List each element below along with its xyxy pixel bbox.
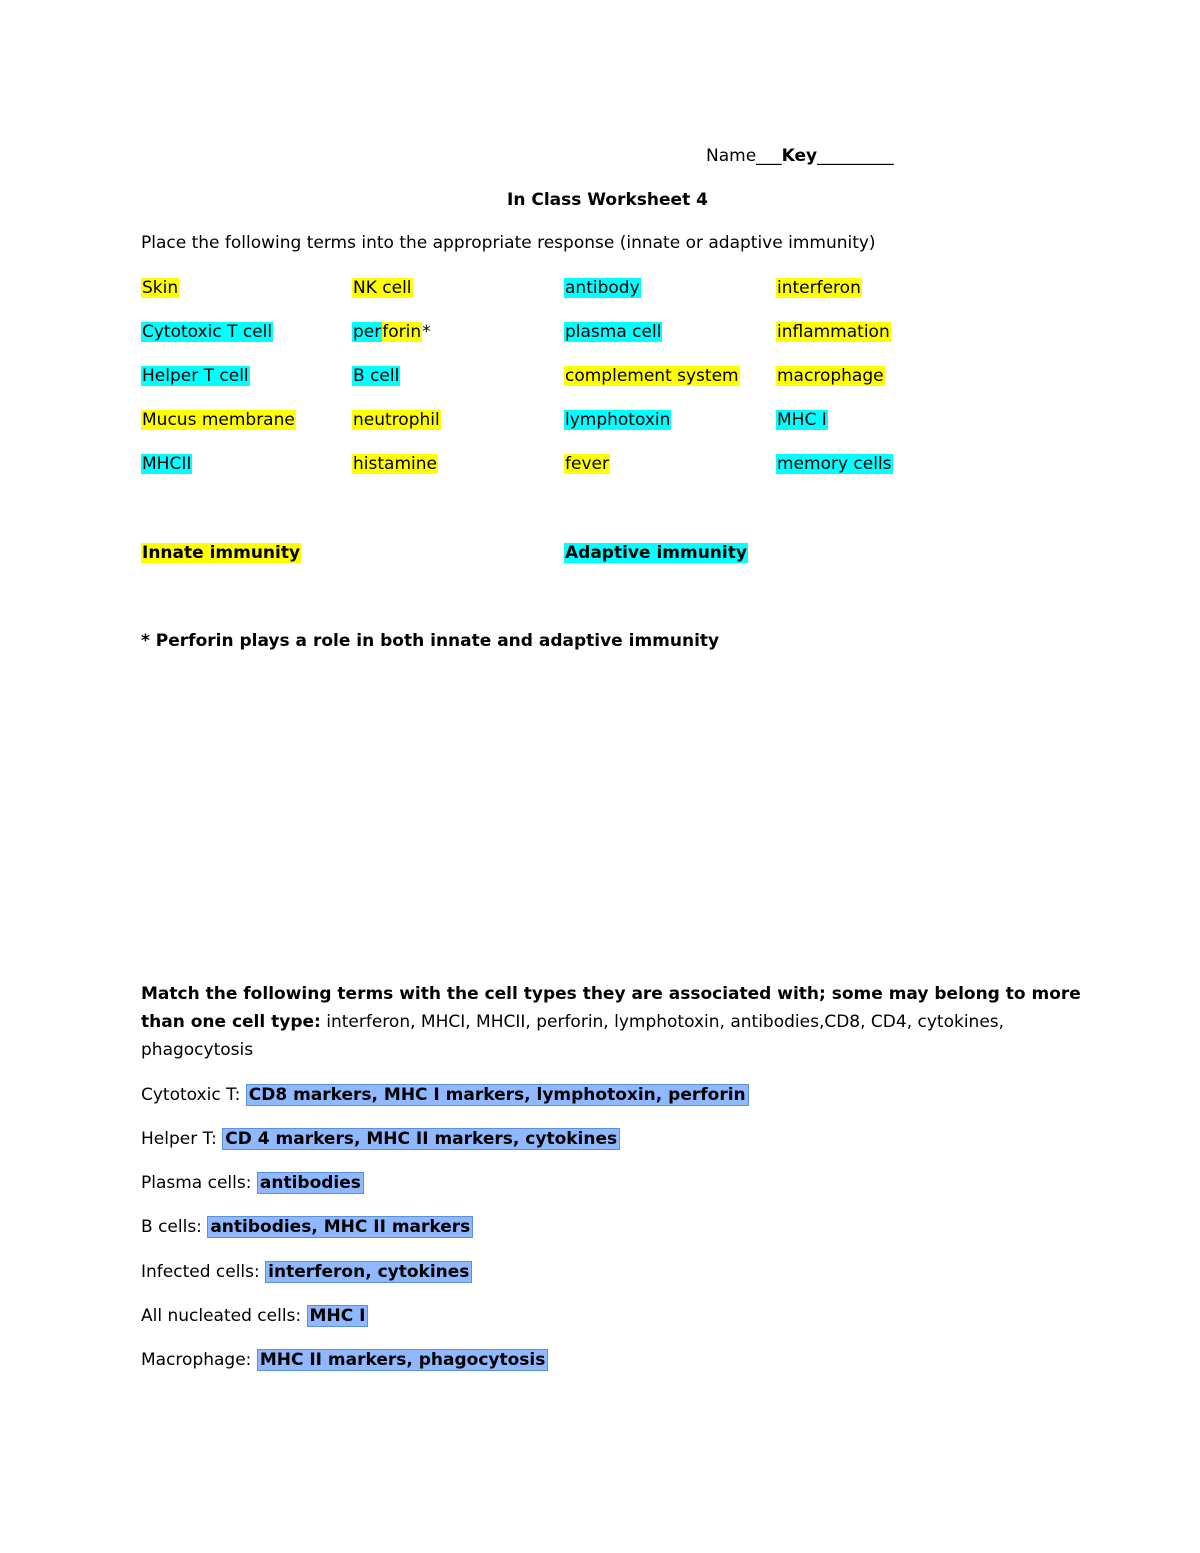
term-b-cell: B cell (353, 366, 400, 386)
match-label: All nucleated cells: (141, 1306, 307, 1326)
term-memory-cells: memory cells (777, 454, 892, 474)
match-answer: CD 4 markers, MHC II markers, cytokines (222, 1128, 620, 1150)
instruction-text: Place the following terms into the appropriate response (innate or adaptive immunity) (141, 233, 876, 253)
match-answer: interferon, cytokines (265, 1261, 472, 1283)
term-nk-cell: NK cell (353, 278, 412, 298)
match-intro-line-3: phagocytosis (141, 1040, 254, 1060)
match-answer: CD8 markers, MHC I markers, lymphotoxin, perforin (246, 1084, 749, 1106)
match-answer: antibodies, MHC II markers (207, 1216, 473, 1238)
term-mhc-i: MHC I (777, 410, 827, 430)
match-intro-bold: than one cell type: (141, 1012, 321, 1032)
worksheet-title: In Class Worksheet 4 (507, 190, 708, 210)
heading-innate-immunity: Innate immunity (142, 543, 301, 563)
name-line (706, 145, 894, 167)
term-mhcii: MHCII (142, 454, 192, 474)
term-perforin-part-a: per (353, 322, 382, 342)
match-intro-line-1: Match the following terms with the cell types they are associated with; some may belong to more (141, 984, 1081, 1004)
term-antibody: antibody (565, 278, 640, 298)
match-label: Helper T: (141, 1129, 223, 1149)
term-skin: Skin (142, 278, 179, 298)
term-mucus-membrane: Mucus membrane (142, 410, 295, 430)
term-perforin-part-b: forin (382, 322, 422, 342)
match-row-plasma-cells (141, 1172, 364, 1194)
name-label: Name___ (706, 146, 782, 166)
match-intro-line-2 (141, 1011, 1004, 1033)
term-helper-t-cell: Helper T cell (142, 366, 249, 386)
term-fever: fever (565, 454, 609, 474)
term-plasma-cell: plasma cell (565, 322, 662, 342)
heading-adaptive-immunity: Adaptive immunity (565, 543, 747, 563)
name-trail: _________ (817, 146, 894, 166)
term-inflammation: inflammation (777, 322, 890, 342)
match-answer: antibodies (257, 1172, 364, 1194)
term-perforin-asterisk: * (422, 322, 431, 342)
match-label: Macrophage: (141, 1350, 257, 1370)
match-row-cytotoxic-t (141, 1084, 749, 1106)
match-row-all-nucleated-cells (141, 1305, 368, 1327)
term-histamine: histamine (353, 454, 437, 474)
term-interferon: interferon (777, 278, 861, 298)
term-neutrophil: neutrophil (353, 410, 440, 430)
match-label: B cells: (141, 1217, 208, 1237)
match-row-helper-t (141, 1128, 620, 1150)
match-row-b-cells (141, 1216, 473, 1238)
match-answer: MHC II markers, phagocytosis (257, 1349, 549, 1371)
match-label: Cytotoxic T: (141, 1085, 246, 1105)
match-row-infected-cells (141, 1261, 472, 1283)
term-perforin (352, 321, 431, 343)
term-complement-system: complement system (565, 366, 739, 386)
term-macrophage: macrophage (777, 366, 884, 386)
perforin-footnote: * Perforin plays a role in both innate and adaptive immunity (141, 631, 720, 651)
match-label: Plasma cells: (141, 1173, 257, 1193)
term-cytotoxic-t-cell: Cytotoxic T cell (142, 322, 273, 342)
name-value: Key (781, 146, 818, 166)
match-label: Infected cells: (141, 1262, 266, 1282)
match-intro-terms: interferon, MHCI, MHCII, perforin, lymphotoxin, antibodies,CD8, CD4, cytokines, (320, 1012, 1005, 1032)
match-row-macrophage (141, 1349, 548, 1371)
match-answer: MHC I (307, 1305, 369, 1327)
term-lymphotoxin: lymphotoxin (565, 410, 671, 430)
